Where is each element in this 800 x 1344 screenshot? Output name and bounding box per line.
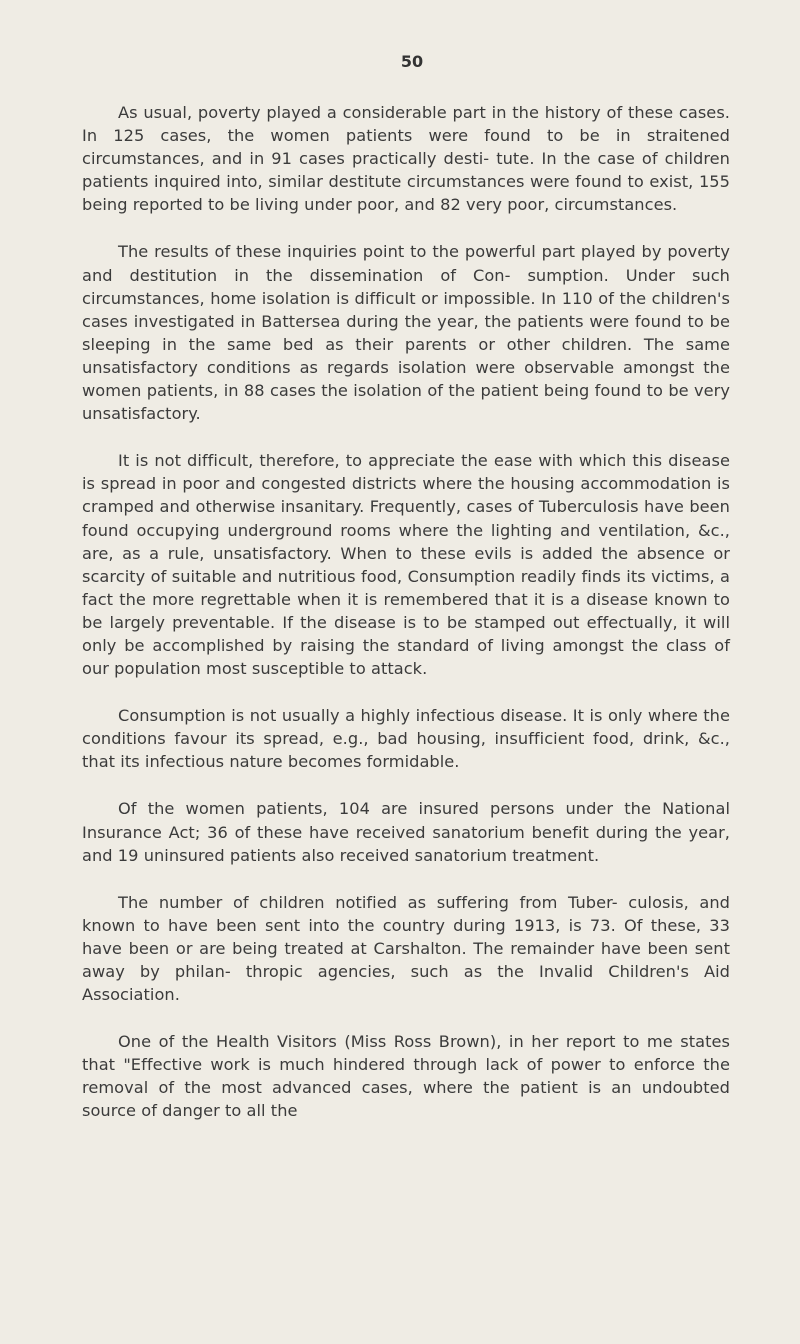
paragraph-infectiousness: Consumption is not usually a highly infectious disease. It is only where the conditions favour its spread, e.g., bad housing, insufficient food, drink, &c., that its infectious nature becomes formidable. xyxy=(82,706,730,772)
paragraph-poverty: As usual, poverty played a considerable part in the history of these cases. In 125 cases, the women patients were found to be in straitened circumstances, and in 91 cases practically desti- tute. In the case of children patients inquired into, similar destitute circumstances were found to exist, 155 being reported to be living under poor, and 82 very poor, circumstances. xyxy=(82,103,730,215)
paragraph-insured-patients: Of the women patients, 104 are insured persons under the National Insurance Act; 36 of these have received sanatorium benefit during the year, and 19 uninsured patients also received sanatorium treatment. xyxy=(82,799,730,865)
paragraph-children-notified: The number of children notified as suffering from Tuber- culosis, and known to have been sent into the country during 1913, is 73. Of these, 33 have been or are being treated at Carshalton. The remainder have been sent away by philan- thropic agencies, such as the Invalid Children's Aid Association. xyxy=(82,892,730,1005)
paragraph-health-visitor-report: One of the Health Visitors (Miss Ross Brown), in her report to me states that "Effective work is much hindered through lack of power to enforce the removal of the most advanced cases, where the patient is an undoubted source of danger to all the xyxy=(82,1032,730,1121)
page-number: 50 xyxy=(400,52,424,71)
paragraph-disease-spread: It is not difficult, therefore, to appreciate the ease with which this disease is spread in poor and congested districts where the housing accommodation is cramped and otherwise insanitary. Frequently, cases of Tuberculosis have been found occupying underground rooms where the lighting and ventilation, &c., are, as a rule, unsatisfactory. When to these evils is added the absence or scarcity of suitable and nutritious food, Consumption readily finds its victims, a fact the more regrettable when it is remembered that it is a disease known to be largely preventable. If the disease is to be stamped out effectually, it will only be accomplished by raising the standard of living amongst the class of our population most susceptible to attack. xyxy=(82,451,730,679)
paragraph-inquiry-results: The results of these inquiries point to the powerful part played by poverty and destitution in the dissemination of Con- sumption. Under such circumstances, home isolation is difficult or impossible. In 110 of the children's cases investigated in Battersea during the year, the patients were found to be sleeping in the same bed as their parents or other children. The same unsatisfactory conditions as regards isolation were observable amongst the women patients, in 88 cases the isolation of the patient being found to be very unsatisfactory. xyxy=(82,242,730,424)
